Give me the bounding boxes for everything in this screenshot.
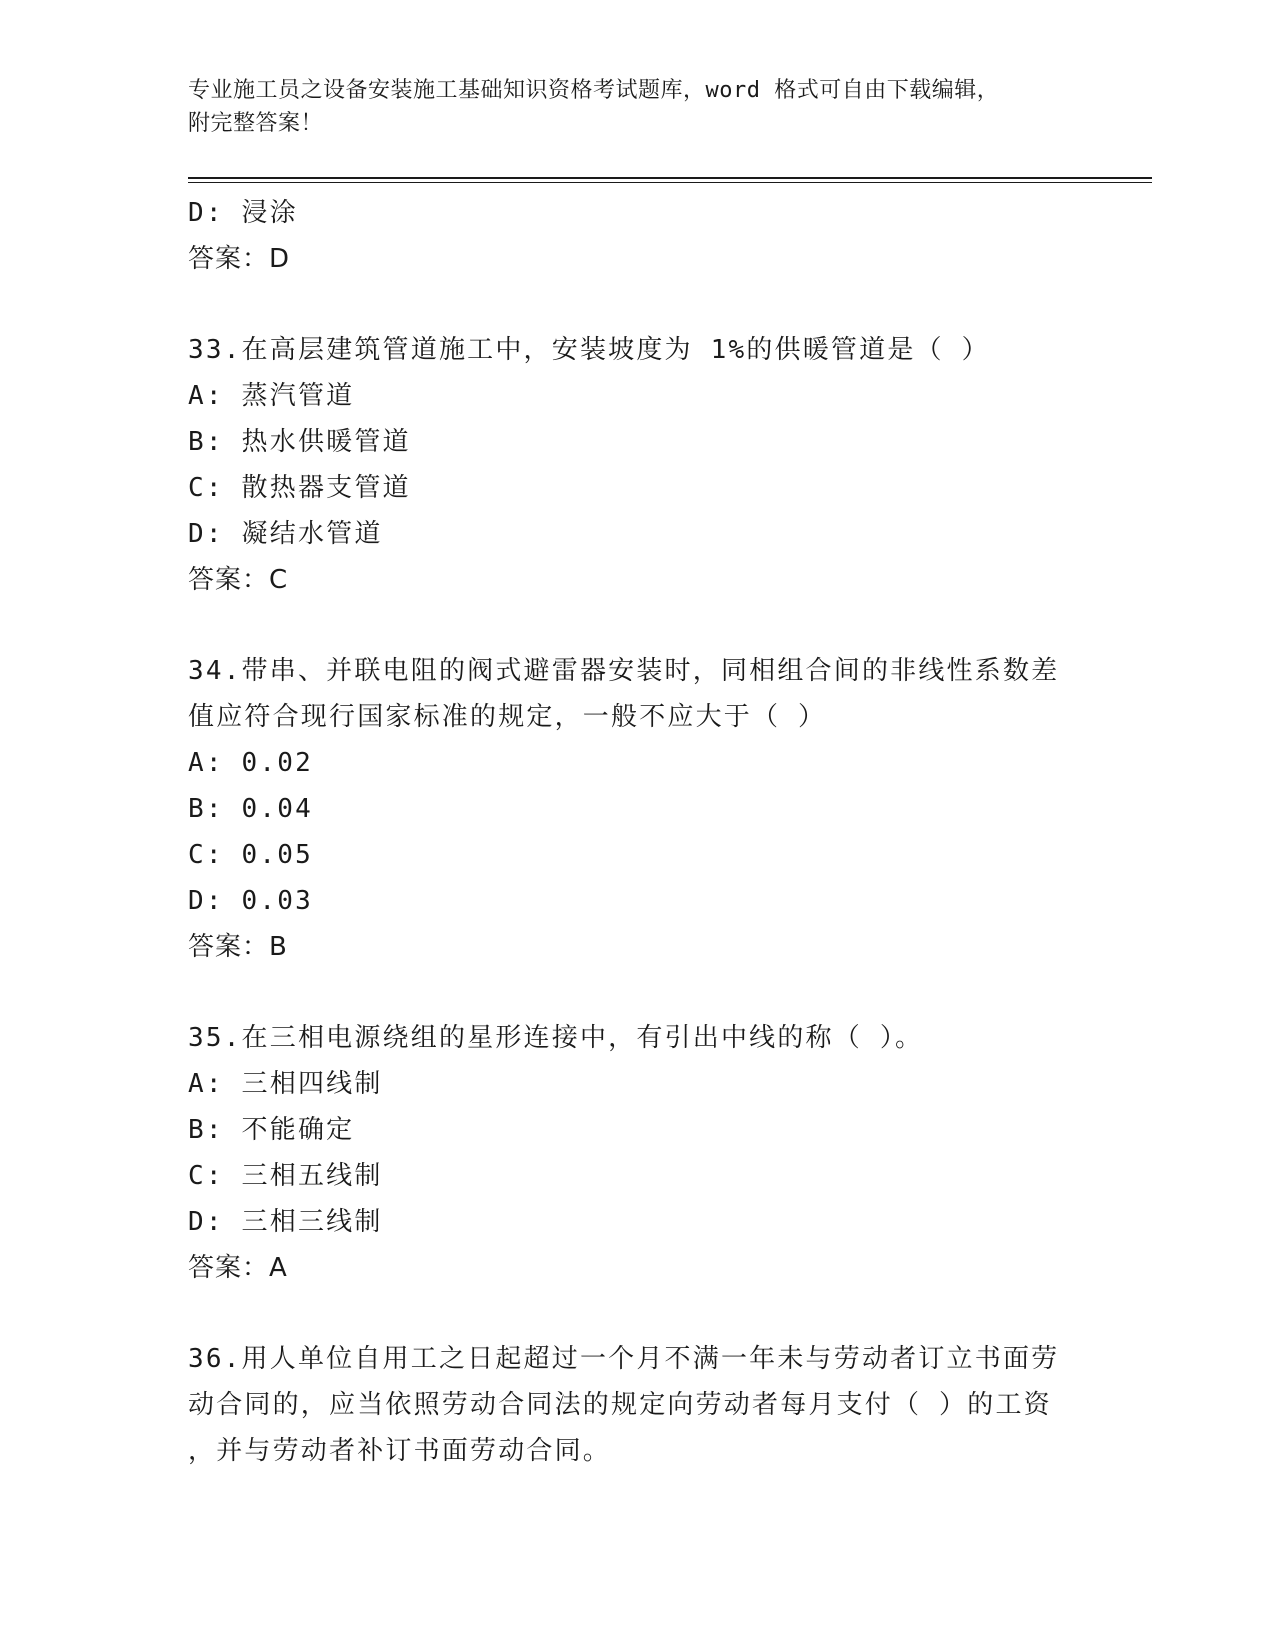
option-d: D: 凝结水管道 bbox=[188, 519, 383, 549]
option-c: C: 0.05 bbox=[188, 840, 313, 870]
answer-line: 答案：D bbox=[188, 244, 291, 274]
question-text: 36.用人单位自用工之日起超过一个月不满一年未与劳动者订立书面劳 bbox=[188, 1344, 1060, 1374]
option-c: C: 散热器支管道 bbox=[188, 473, 411, 503]
question-35 bbox=[188, 1015, 1088, 1291]
header-line: 附完整答案！ bbox=[188, 111, 324, 136]
question-36 bbox=[188, 1336, 1088, 1474]
question-text: 34.带串、并联电阻的阀式避雷器安装时，同相组合间的非线性系数差 bbox=[188, 656, 1060, 686]
answer-line: 答案：B bbox=[188, 932, 288, 962]
previous-question-tail bbox=[188, 190, 1088, 282]
option-d: D: 0.03 bbox=[188, 886, 313, 916]
option-a: A: 0.02 bbox=[188, 748, 313, 778]
option-b: B: 0.04 bbox=[188, 794, 313, 824]
question-34 bbox=[188, 648, 1088, 970]
question-text: 值应符合现行国家标准的规定，一般不应大于（ ） bbox=[188, 702, 827, 732]
page-header bbox=[188, 74, 1088, 140]
header-line: 专业施工员之设备安装施工基础知识资格考试题库，word 格式可自由下载编辑， bbox=[188, 78, 1000, 103]
answer-line: 答案：C bbox=[188, 565, 289, 595]
option-b: B: 热水供暖管道 bbox=[188, 427, 411, 457]
option-b: B: 不能确定 bbox=[188, 1115, 355, 1145]
option-a: A: 蒸汽管道 bbox=[188, 381, 355, 411]
question-list bbox=[188, 190, 1088, 1474]
option-d: D: 三相三线制 bbox=[188, 1207, 383, 1237]
question-text: ，并与劳动者补订书面劳动合同。 bbox=[188, 1436, 612, 1466]
answer-line: 答案：A bbox=[188, 1253, 288, 1283]
header-rule bbox=[188, 177, 1152, 179]
question-text: 33.在高层建筑管道施工中，安装坡度为 1%的供暖管道是（ ） bbox=[188, 335, 990, 365]
header-rule-thin bbox=[188, 182, 1152, 183]
question-text: 35.在三相电源绕组的星形连接中，有引出中线的称（ ）。 bbox=[188, 1023, 924, 1053]
option-d: D: 浸涂 bbox=[188, 198, 298, 228]
option-a: A: 三相四线制 bbox=[188, 1069, 383, 1099]
option-c: C: 三相五线制 bbox=[188, 1161, 383, 1191]
question-text: 动合同的，应当依照劳动合同法的规定向劳动者每月支付（ ）的工资 bbox=[188, 1390, 1052, 1420]
question-33 bbox=[188, 327, 1088, 603]
